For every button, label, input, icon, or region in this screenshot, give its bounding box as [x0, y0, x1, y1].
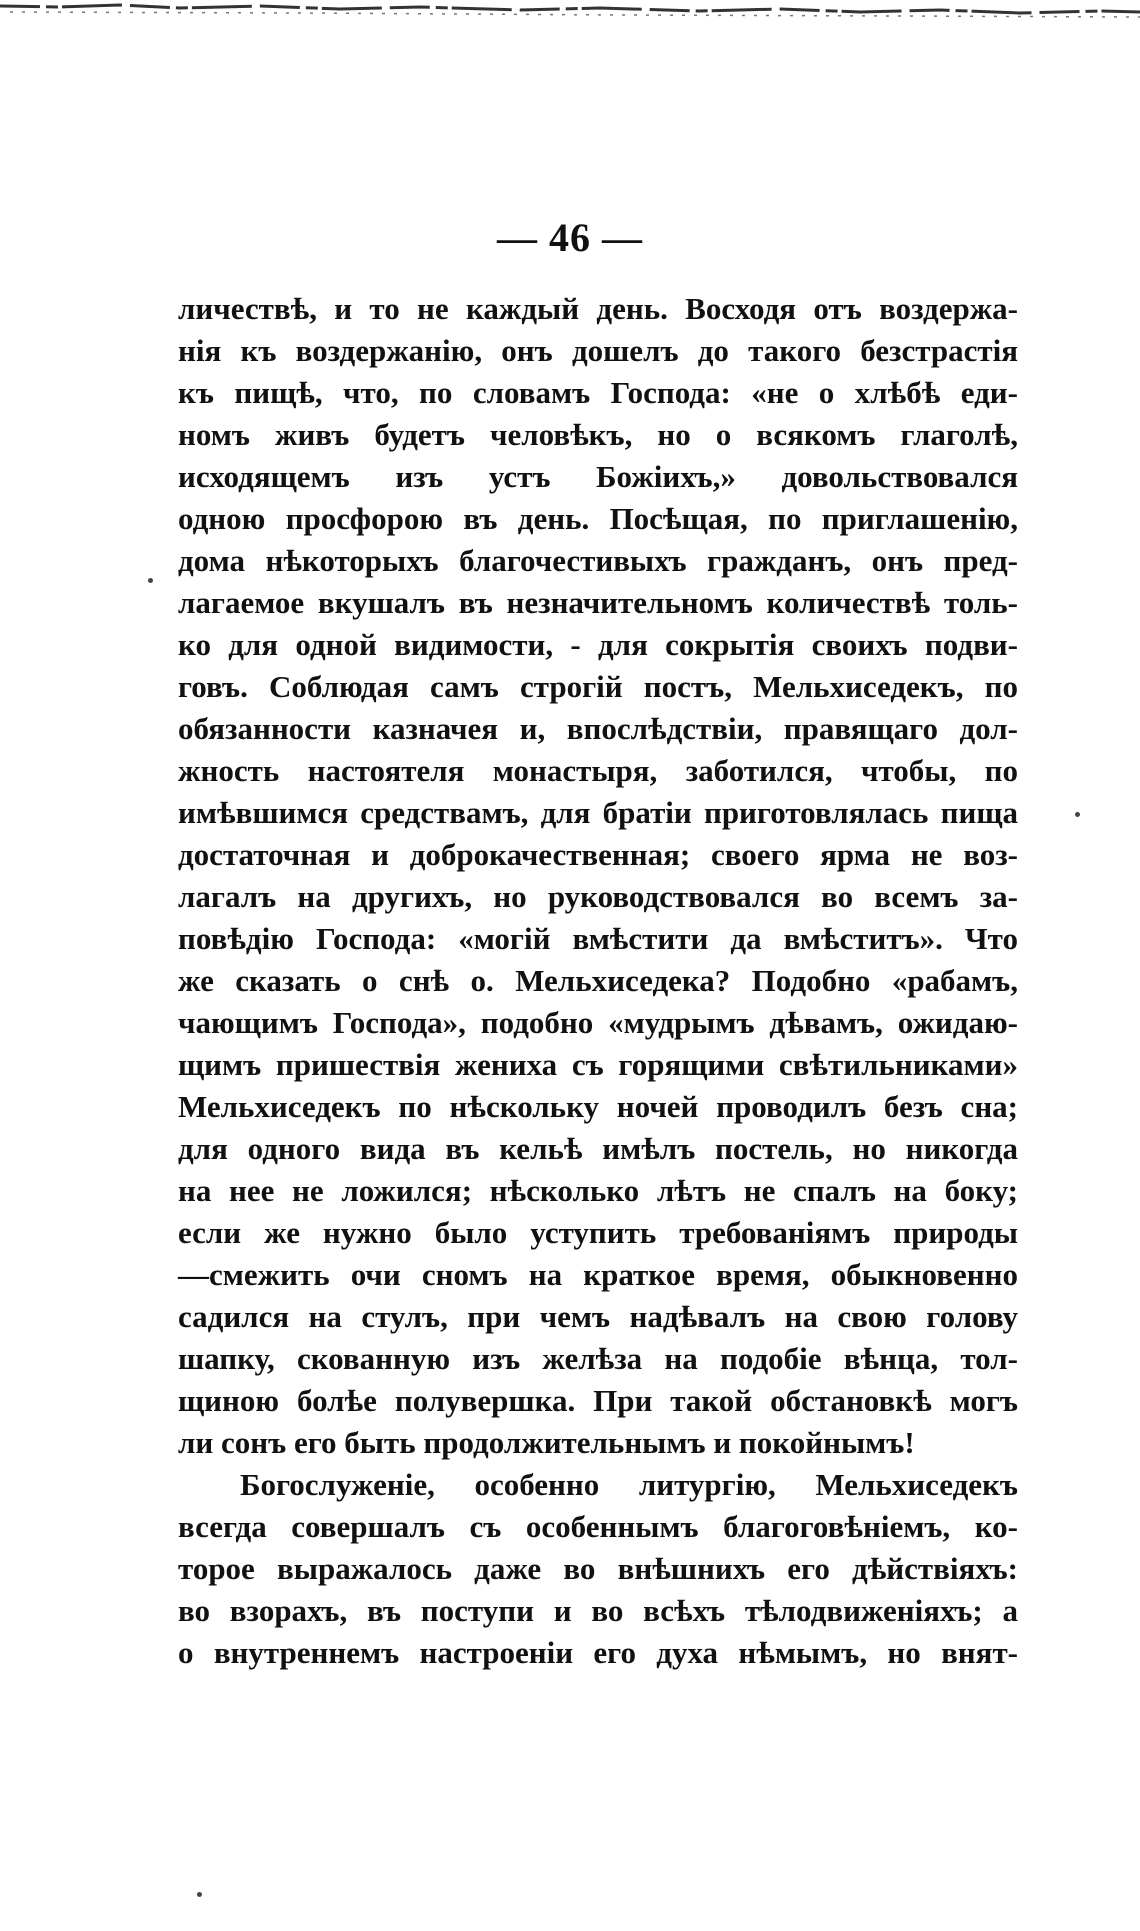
scan-speck	[1075, 812, 1080, 817]
text-line: ли сонъ его быть продолжительнымъ и покойнымъ!	[178, 1425, 915, 1460]
text-line: Мельхиседекъ по нѣскольку ночей проводилъ безъ сна;	[178, 1089, 1018, 1124]
text-line: къ пищѣ, что, по словамъ Господа: «не о хлѣбѣ еди-	[178, 375, 1018, 410]
text-line: говъ. Соблюдая самъ строгій постъ, Мельхиседекъ, по	[178, 669, 1018, 704]
text-line: же сказать о снѣ о. Мельхиседека? Подобно «рабамъ,	[178, 963, 1018, 998]
scan-speck	[148, 578, 153, 583]
text-line: во взорахъ, въ поступи и во всѣхъ тѣлодвиженіяхъ; а	[178, 1593, 1018, 1628]
text-line: лагалъ на другихъ, но руководствовался во всемъ за-	[178, 879, 1018, 914]
text-line: щимъ пришествія жениха съ горящими свѣтильниками»	[178, 1047, 1018, 1082]
text-line: исходящемъ изъ устъ Божіихъ,» довольствовался	[178, 459, 1018, 494]
text-line: Богослуженіе, особенно литургію, Мельхиседекъ	[240, 1467, 1018, 1502]
text-line: дома нѣкоторыхъ благочестивыхъ гражданъ, онъ пред-	[178, 543, 1018, 578]
text-line: всегда совершалъ съ особеннымъ благоговѣніемъ, ко-	[178, 1509, 1018, 1544]
text-line: шапку, скованную изъ желѣза на подобіе вѣнца, тол-	[178, 1341, 1018, 1376]
text-line: достаточная и доброкачественная; своего ярма не воз-	[178, 837, 1018, 872]
text-line: личествѣ, и то не каждый день. Восходя отъ воздержа-	[178, 291, 1018, 326]
torn-edge-decoration	[0, 0, 1140, 26]
text-line: если же нужно было уступить требованіямъ природы	[178, 1215, 1018, 1250]
text-line: чающимъ Господа», подобно «мудрымъ дѣвамъ, ожидаю-	[178, 1005, 1018, 1040]
text-line: —смежить очи сномъ на краткое время, обыкновенно	[178, 1257, 1018, 1292]
text-line: торое выражалось даже во внѣшнихъ его дѣйствіяхъ:	[178, 1551, 1018, 1586]
text-line: на нее не ложился; нѣсколько лѣтъ не спалъ на боку;	[178, 1173, 1018, 1208]
text-line: для одного вида въ кельѣ имѣлъ постель, но никогда	[178, 1131, 1018, 1166]
page-number: — 46 —	[497, 215, 643, 260]
text-line: щиною болѣе полувершка. При такой обстановкѣ могъ	[178, 1383, 1018, 1418]
page-body-text	[178, 288, 1018, 1674]
scanned-page-top-edge	[0, 0, 1140, 26]
text-line: о внутреннемъ настроеніи его духа нѣмымъ, но внят-	[178, 1635, 1018, 1670]
text-line: повѣдію Господа: «могій вмѣстити да вмѣститъ». Что	[178, 921, 1018, 956]
text-line: нія къ воздержанію, онъ дошелъ до такого безстрастія	[178, 333, 1018, 368]
text-line: лагаемое вкушалъ въ незначительномъ количествѣ толь-	[178, 585, 1018, 620]
text-line: садился на стулъ, при чемъ надѣвалъ на свою голову	[178, 1299, 1018, 1334]
text-line: одною просфорою въ день. Посѣщая, по приглашенію,	[178, 501, 1018, 536]
text-line: жность настоятеля монастыря, заботился, чтобы, по	[178, 753, 1018, 788]
text-line: имѣвшимся средствамъ, для братіи приготовлялась пища	[178, 795, 1018, 830]
scan-speck	[197, 1892, 202, 1897]
text-line: обязанности казначея и, впослѣдствіи, правящаго дол-	[178, 711, 1018, 746]
text-line: номъ живъ будетъ человѣкъ, но о всякомъ глаголѣ,	[178, 417, 1018, 452]
text-line: ко для одной видимости, - для сокрытія своихъ подви-	[178, 627, 1018, 662]
